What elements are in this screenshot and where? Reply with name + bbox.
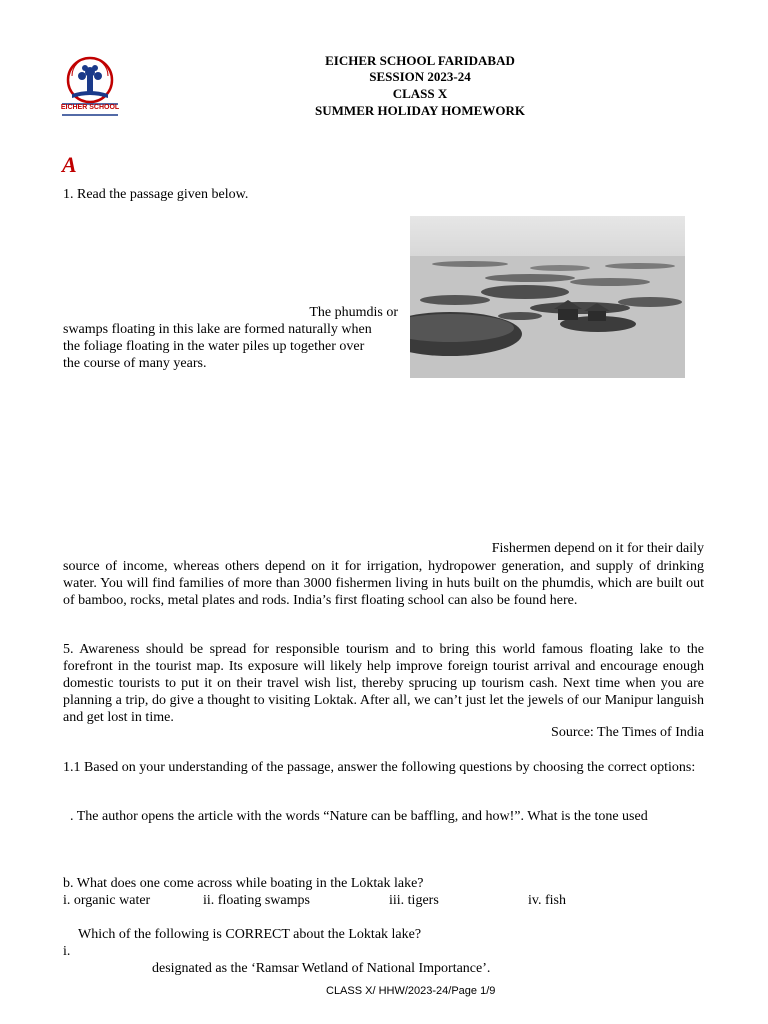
option-b-iv: iv. fish	[528, 893, 566, 908]
option-c-i-marker: i.	[63, 944, 71, 959]
session: SESSION 2023-24	[369, 69, 471, 84]
section-label: A	[62, 152, 77, 177]
option-c-i-text: designated as the ‘Ramsar Wetland of National Importance’.	[152, 961, 491, 976]
question-1-intro: 1. Read the passage given below.	[63, 187, 249, 202]
logo-text: EICHER SCHOOL	[60, 104, 120, 111]
school-name: EICHER SCHOOL FARIDABAD	[325, 53, 515, 68]
passage-phumdis-line3: the foliage floating in the water piles up together over	[63, 339, 365, 354]
page-footer: CLASS X/ HHW/2023-24/Page 1/9	[326, 985, 496, 997]
option-b-i: i. organic water	[63, 893, 151, 908]
passage-paragraph-5: 5. Awareness should be spread for responsible tourism and to bring this world famous floating lake to the forefront in the tourist map. Its exposure will likely help improve foreign tourist arrival and encourage enough domestic tourists to put it on their travel wish list, thereby sprucing up tourism cash. Next time when you are planning a trip, do give a thought to visiting Loktak. After all, we can’t just let the jewels of our Manipur languish and get lost in time.	[63, 642, 704, 725]
option-b-ii: ii. floating swamps	[203, 893, 310, 908]
passage-fishermen-line1: Fishermen depend on it for their daily	[491, 541, 704, 556]
page-title: SUMMER HOLIDAY HOMEWORK	[315, 103, 525, 118]
question-b: b. What does one come across while boating in the Loktak lake?	[63, 876, 424, 891]
passage-phumdis-line2: swamps floating in this lake are formed naturally when	[63, 322, 372, 337]
passage-source: Source: The Times of India	[551, 725, 704, 740]
question-a: . The author opens the article with the words “Nature can be baffling, and how!”. What is the tone used	[70, 809, 648, 824]
passage-fishermen-body: source of income, whereas others depend on it for irrigation, hydropower generation, and supply of drinking water. You will find families of more than 3000 fishermen living in huts built on the phumdis, which are built out of bamboo, rocks, metal plates and rods. India’s first floating school can also be found here.	[63, 559, 704, 608]
question-1-1: 1.1 Based on your understanding of the passage, answer the following questions by choosing the correct options:	[63, 760, 696, 775]
passage-phumdis-line4: the course of many years.	[63, 356, 207, 371]
class-label: CLASS X	[392, 86, 448, 101]
lake-photo	[410, 216, 685, 378]
question-c: Which of the following is CORRECT about the Loktak lake?	[78, 927, 422, 942]
option-b-iii: iii. tigers	[389, 893, 439, 908]
passage-phumdis-line1: The phumdis or	[309, 305, 398, 320]
